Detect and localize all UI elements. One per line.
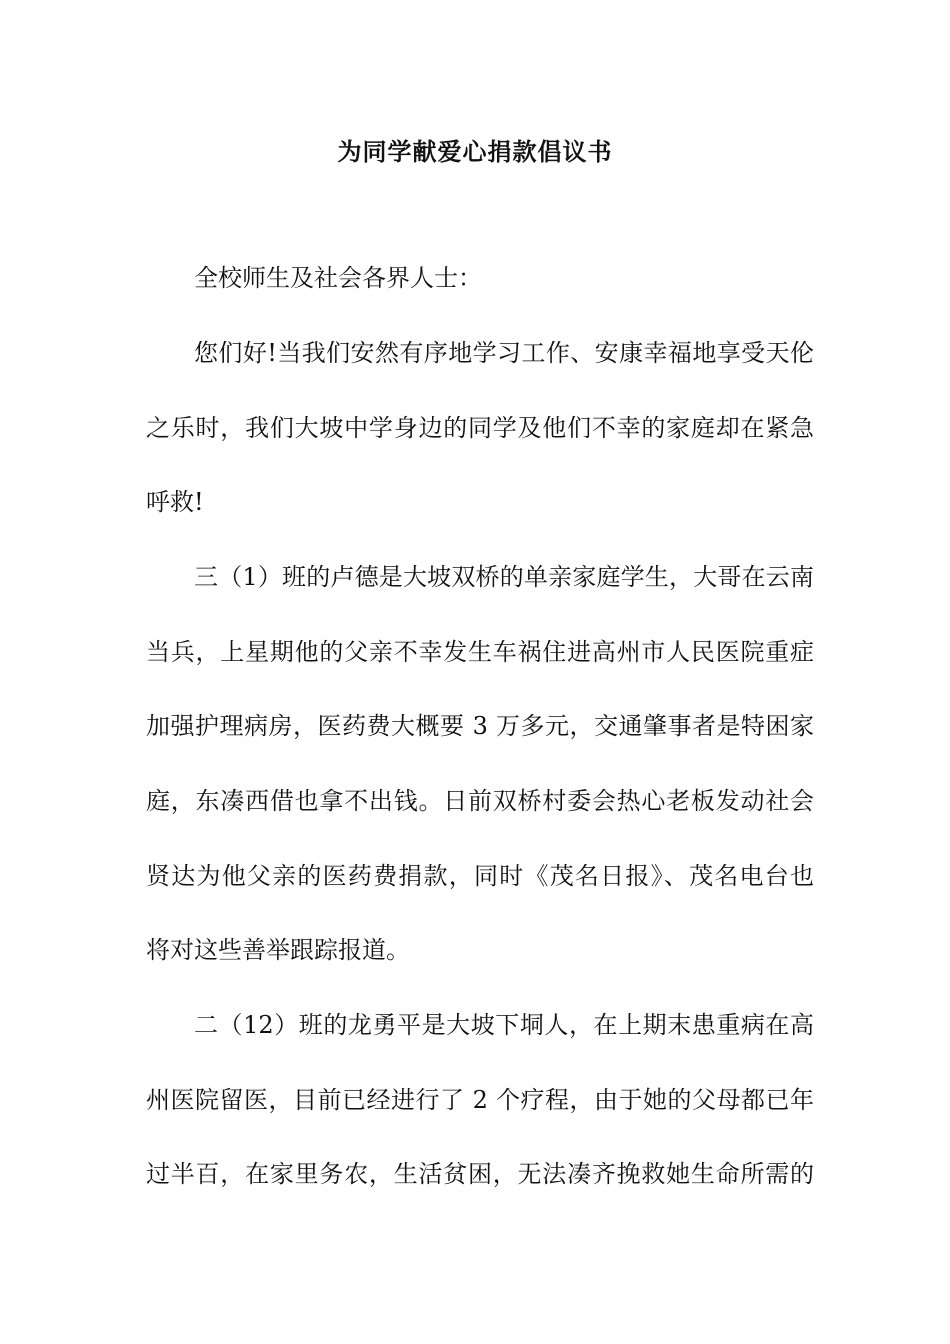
salutation: 全校师生及社会各界人士：	[194, 264, 482, 292]
paragraph-line: 您们好!当我们安然有序地学习工作、安康幸福地享受天伦	[194, 339, 814, 367]
paragraph-line: 当兵，上星期他的父亲不幸发生车祸住进高州市人民医院重症	[146, 638, 814, 666]
paragraph-line: 州医院留医，目前已经进行了 2 个疗程，由于她的父母都已年	[146, 1086, 814, 1114]
paragraph-line: 之乐时，我们大坡中学身边的同学及他们不幸的家庭却在紧急	[146, 414, 814, 442]
paragraph-line: 过半百，在家里务农，生活贫困，无法凑齐挽救她生命所需的	[146, 1160, 814, 1188]
paragraph-line: 将对这些善举跟踪报道。	[146, 936, 410, 964]
paragraph-line: 呼救!	[146, 488, 204, 516]
paragraph-line: 三（1）班的卢德是大坡双桥的单亲家庭学生，大哥在云南	[194, 563, 814, 591]
paragraph-line: 加强护理病房，医药费大概要 3 万多元，交通肇事者是特困家	[146, 712, 814, 740]
paragraph-line: 庭，东凑西借也拿不出钱。日前双桥村委会热心老板发动社会	[146, 787, 814, 815]
paragraph-line: 二（12）班的龙勇平是大坡下垌人，在上期末患重病在高	[194, 1011, 814, 1039]
document-title: 为同学献爱心捐款倡议书	[337, 138, 613, 166]
paragraph-line: 贤达为他父亲的医药费捐款，同时《茂名日报》、茂名电台也	[146, 862, 814, 890]
